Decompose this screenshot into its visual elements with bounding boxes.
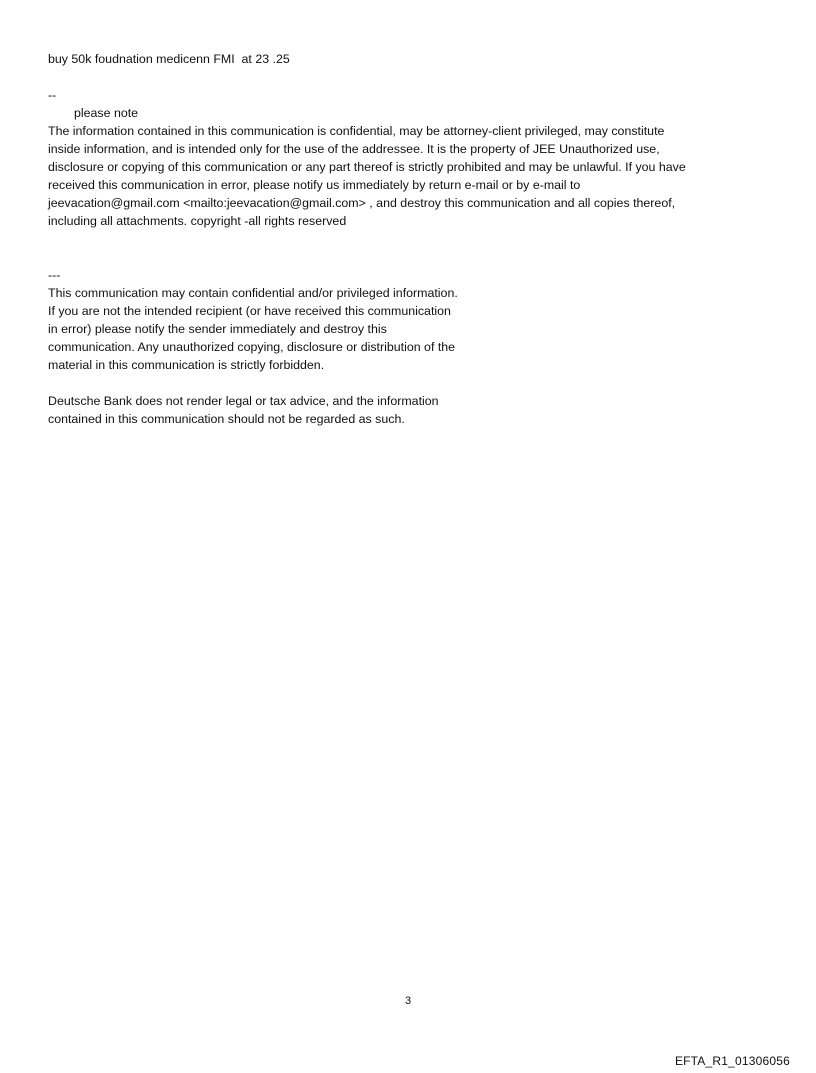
trade-instruction: buy 50k foudnation medicenn FMI at 23 .25 [48, 52, 290, 66]
disclaimer-line: This communication may contain confidential and/or privileged information. [48, 286, 458, 300]
confidentiality-line: received this communication in error, please notify us immediately by return e-mail or by e-mail to [48, 178, 581, 192]
confidentiality-line: including all attachments. copyright -all rights reserved [48, 214, 347, 228]
email-body [48, 50, 768, 428]
disclaimer-line: communication. Any unauthorized copying, disclosure or distribution of the [48, 340, 456, 354]
page-number: 3 [404, 995, 412, 1007]
spacer [48, 374, 768, 392]
confidentiality-line: disclosure or copying of this communication or any part thereof is strictly prohibited and may be unlawful. If you have [48, 160, 686, 174]
confidentiality-line: jeevacation@gmail.com <mailto:jeevacation@gmail.com> , and destroy this communication and all copies thereof, [48, 196, 676, 210]
bates-number: EFTA_R1_01306056 [674, 1054, 790, 1068]
bank-confidentiality-disclaimer [48, 284, 518, 374]
disclaimer-separator: --- [48, 268, 61, 282]
spacer [48, 68, 768, 86]
tax-advice-disclaimer [48, 392, 768, 428]
confidentiality-line: inside information, and is intended only for the use of the addressee. It is the property of JEE Unauthorized use, [48, 142, 660, 156]
disclaimer-line: in error) please notify the sender immediately and destroy this [48, 322, 387, 336]
spacer [48, 230, 768, 266]
disclaimer-line: Deutsche Bank does not render legal or tax advice, and the information [48, 394, 439, 408]
confidentiality-line: The information contained in this communication is confidential, may be attorney-client privileged, may constitute [48, 124, 665, 138]
disclaimer-line: If you are not the intended recipient (or have received this communication [48, 304, 451, 318]
disclaimer-line: material in this communication is strictly forbidden. [48, 358, 325, 372]
disclaimer-line: contained in this communication should not be regarded as such. [48, 412, 405, 426]
note-heading: please note [74, 106, 139, 120]
confidentiality-notice [48, 122, 768, 230]
signature-separator: -- [48, 88, 57, 102]
